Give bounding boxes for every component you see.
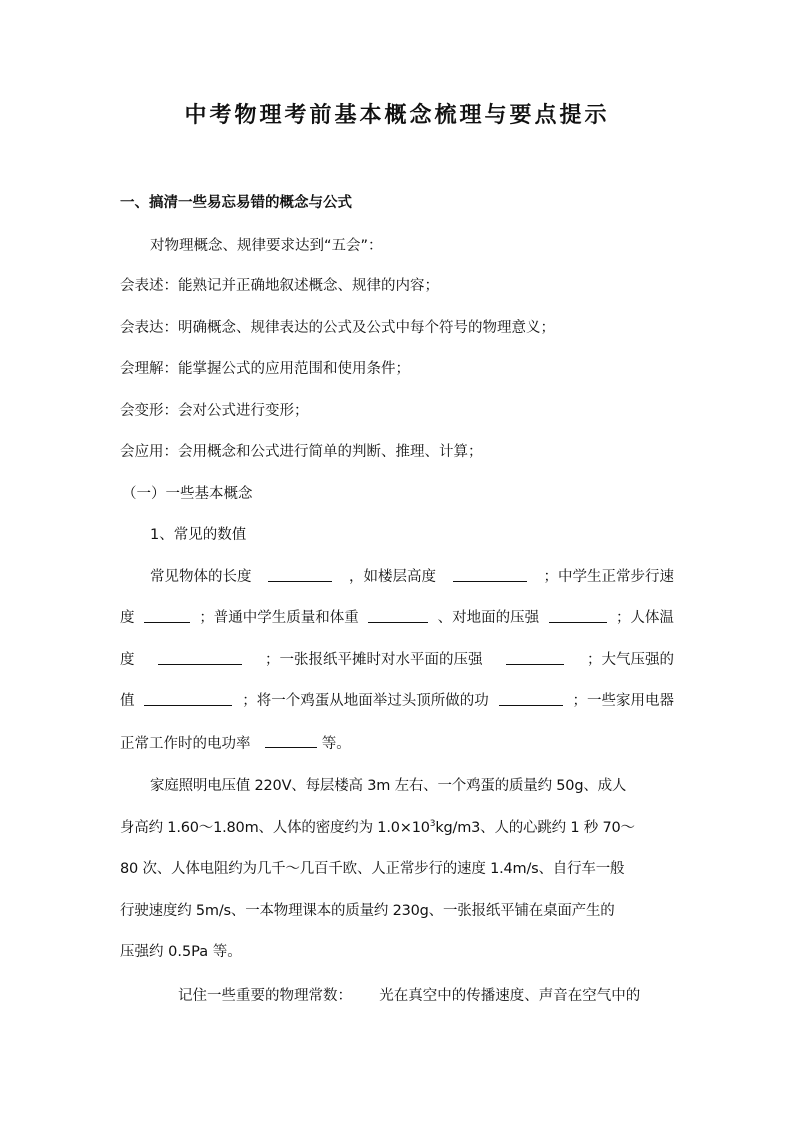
values-line-5: 压强约 0.5Pa 等。	[120, 944, 242, 960]
values-line-2	[120, 818, 674, 838]
blanks-text: 、对地面的压强	[437, 610, 540, 626]
blanks-text: 度	[120, 610, 135, 626]
page-title: 中考物理考前基本概念梳理与要点提示	[184, 102, 610, 128]
values-text: kg/m3、人的心跳约 1 秒 70～	[435, 820, 635, 836]
blanks-text: 度	[120, 652, 135, 668]
section-heading: 一、搞清一些易忘易错的概念与公式	[120, 195, 352, 211]
blanks-text: ；一张报纸平摊时对水平面的压强	[265, 652, 483, 668]
blanks-text: 等。	[321, 736, 351, 752]
values-line-3: 80 次、人体电阻约为几千～几百千欧、人正常步行的速度 1.4m/s、自行车一般	[120, 861, 625, 877]
blanks-text: ；大气压强的	[587, 652, 674, 668]
superscript: 3	[429, 819, 436, 830]
answer-blank	[158, 650, 242, 665]
blanks-line-2	[120, 608, 674, 628]
constants-text: 光在真空中的传播速度、声音在空气中的	[379, 988, 641, 1004]
blanks-line-3	[120, 650, 674, 670]
constants-line	[178, 986, 640, 1006]
answer-blank	[144, 608, 190, 623]
answer-blank	[144, 691, 232, 706]
blanks-line-1	[150, 567, 674, 587]
answer-blank	[368, 608, 428, 623]
list-item: 会表达：明确概念、规律表达的公式及公式中每个符号的物理意义；	[120, 320, 555, 336]
list-item: 会理解：能掌握公式的应用范围和使用条件；	[120, 361, 410, 377]
blanks-line-5	[120, 733, 351, 754]
values-line-1: 家庭照明电压值 220V、每层楼高 3m 左右、一个鸡蛋的质量约 50g、成人	[150, 778, 627, 794]
list-item: 会变形：会对公式进行变形；	[120, 403, 309, 419]
list-item: 会表述：能熟记并正确地叙述概念、规律的内容；	[120, 278, 439, 294]
subsection-heading: （一）一些基本概念	[122, 486, 253, 502]
blanks-line-4	[120, 691, 674, 711]
blanks-text: 常见物体的长度	[150, 569, 252, 585]
intro-text: 对物理概念、规律要求达到“五会”：	[150, 238, 383, 254]
answer-blank	[265, 733, 317, 748]
blanks-text: ；普通中学生质量和体重	[199, 610, 359, 626]
values-line-4: 行驶速度约 5m/s、一本物理课本的质量约 230g、一张报纸平铺在桌面产生的	[120, 903, 615, 919]
constants-label: 记住一些重要的物理常数：	[178, 988, 352, 1004]
blanks-text: ；中学生正常步行速	[543, 569, 674, 585]
blanks-text: 正常工作时的电功率	[120, 736, 251, 752]
answer-blank	[549, 608, 607, 623]
blanks-text: ；将一个鸡蛋从地面举过头顶所做的功	[242, 693, 489, 709]
blanks-text: ；一些家用电器	[572, 693, 674, 709]
values-text: 身高约 1.60～1.80m、人体的密度约为 1.0×10	[120, 820, 430, 836]
answer-blank	[268, 567, 332, 582]
blanks-text: ；人体温	[615, 610, 674, 626]
blanks-text: 值	[120, 693, 135, 709]
subsection-subheading: 1、常见的数值	[150, 527, 247, 543]
answer-blank	[506, 650, 564, 665]
blanks-text: ，如楼层高度	[349, 569, 436, 585]
answer-blank	[453, 567, 527, 582]
answer-blank	[499, 691, 563, 706]
list-item: 会应用：会用概念和公式进行简单的判断、推理、计算；	[120, 444, 483, 460]
